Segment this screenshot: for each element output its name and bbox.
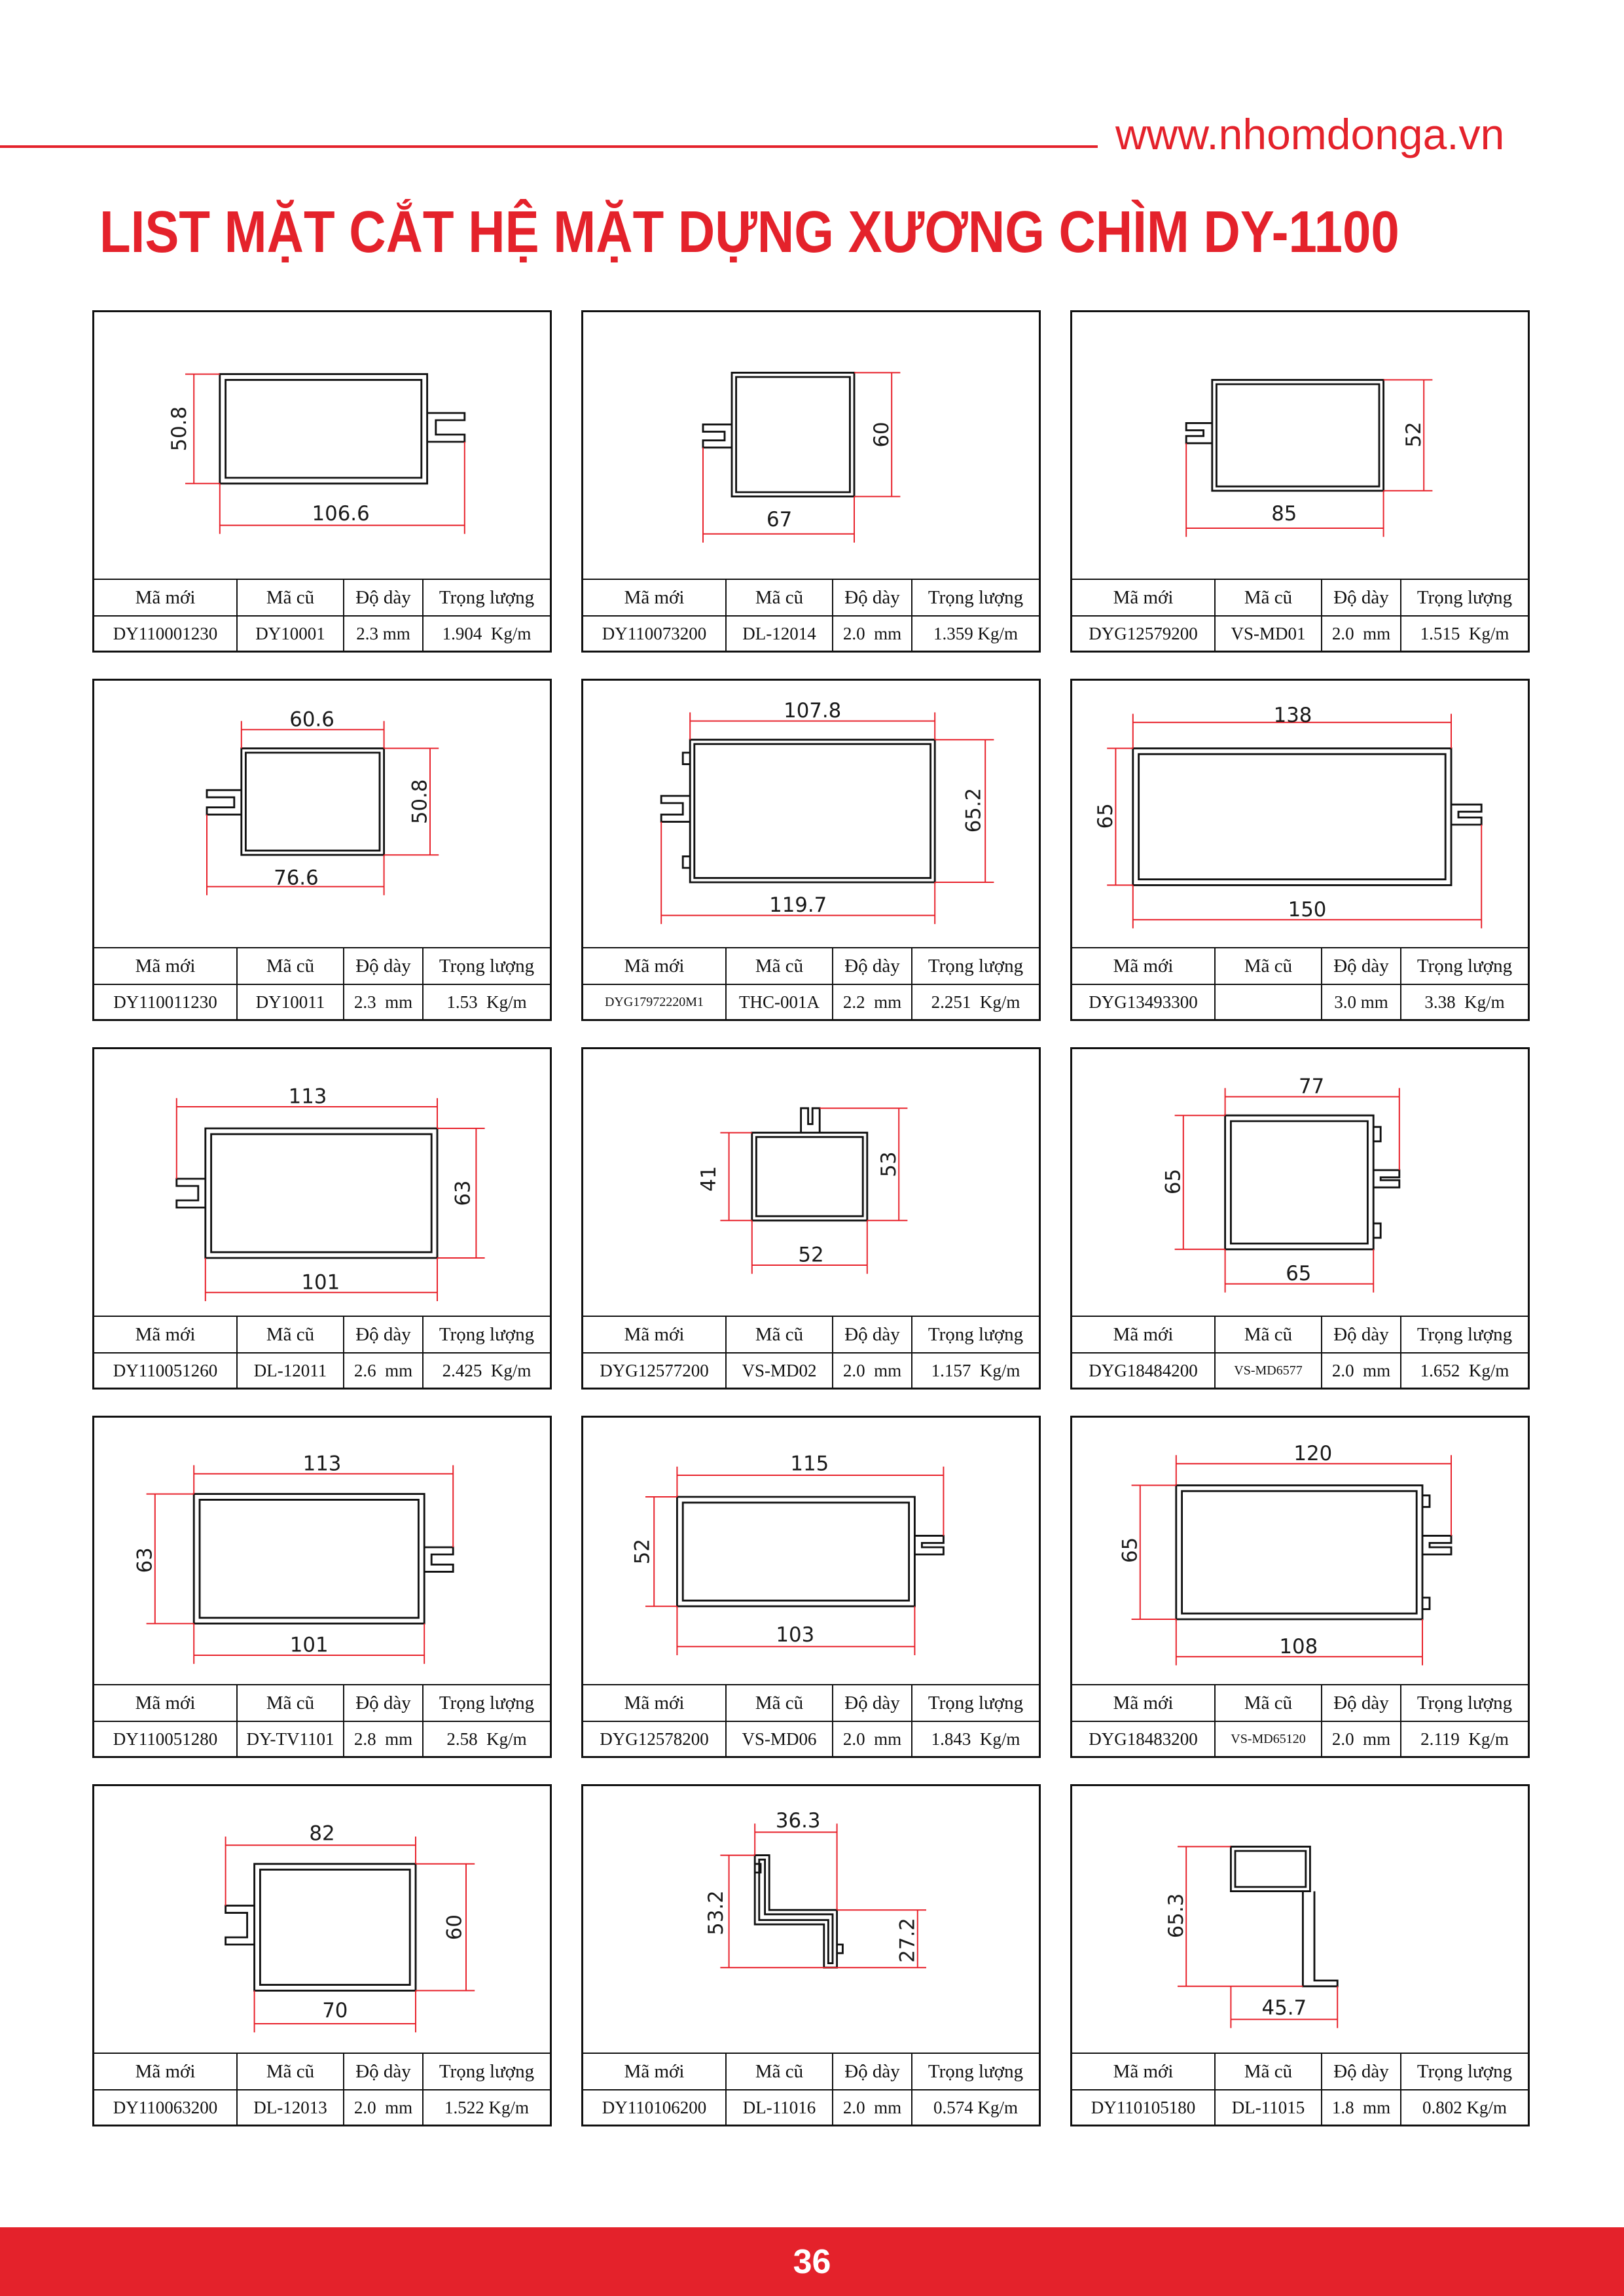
profile-outline	[1133, 748, 1451, 885]
profile-outline	[1422, 1598, 1430, 1609]
thickness-cell: 2.3 mm	[343, 984, 422, 1019]
header-thickness: Độ dày	[343, 1684, 422, 1721]
header-old-code: Mã cũ	[236, 579, 343, 615]
new-code-cell: DYG12579200	[1072, 615, 1214, 651]
old-code-cell: VS-MD01	[1214, 615, 1321, 651]
header-new-code: Mã mới	[1072, 947, 1214, 984]
dimension-label: 103	[776, 1623, 815, 1647]
weight-cell: 2.251 Kg/m	[911, 984, 1039, 1019]
profile-drawing	[94, 681, 550, 947]
old-code-cell: VS-MD6577	[1214, 1352, 1321, 1388]
profile-outline	[177, 1179, 206, 1208]
profile-card	[92, 679, 552, 1021]
profile-outline	[427, 413, 465, 442]
dimension-label: 53	[876, 1151, 901, 1177]
profile-outline	[207, 790, 242, 814]
thickness-cell: 2.0 mm	[832, 2089, 911, 2125]
new-code-cell: DYG13493300	[1072, 984, 1214, 1019]
header-new-code: Mã mới	[1072, 2053, 1214, 2089]
profile-outline	[1303, 1892, 1337, 1986]
dimension-label: 138	[1273, 703, 1312, 727]
header-old-code: Mã cũ	[725, 947, 832, 984]
new-code-cell: DYG18484200	[1072, 1352, 1214, 1388]
profile-outline	[242, 748, 384, 855]
profile-outline	[914, 1535, 943, 1554]
thickness-cell: 2.0 mm	[1321, 1721, 1400, 1756]
header-thickness: Độ dày	[1321, 2053, 1400, 2089]
profile-drawing	[1072, 1786, 1528, 2053]
profile-outline	[677, 1497, 914, 1606]
old-code-cell: DL-11016	[725, 2089, 832, 2125]
dimension-label: 65	[1118, 1537, 1142, 1564]
profile-outline	[1231, 1121, 1367, 1244]
dimension-label: 150	[1288, 897, 1327, 922]
weight-cell: 2.58 Kg/m	[422, 1721, 550, 1756]
dimension-label: 45.7	[1261, 1996, 1307, 2020]
header-thickness: Độ dày	[1321, 579, 1400, 615]
weight-cell: 0.802 Kg/m	[1400, 2089, 1528, 2125]
header-new-code: Mã mới	[1072, 1316, 1214, 1352]
header-old-code: Mã cũ	[725, 579, 832, 615]
dimension-label: 67	[766, 507, 793, 531]
footer-bar	[0, 2227, 1624, 2296]
dimension-label: 108	[1279, 1634, 1318, 1659]
old-code-cell: DL-12013	[236, 2089, 343, 2125]
new-code-cell: DY110001230	[94, 615, 236, 651]
dimension-label: 52	[798, 1243, 824, 1267]
thickness-cell: 2.0 mm	[832, 1721, 911, 1756]
profile-outline	[1235, 1851, 1306, 1887]
profile-card	[1070, 1047, 1530, 1390]
dimension-label: 65	[1286, 1262, 1312, 1286]
header-old-code: Mã cũ	[236, 2053, 343, 2089]
profile-outline	[683, 856, 690, 868]
profile-outline	[245, 753, 380, 851]
dimension-label: 52	[1401, 422, 1426, 448]
new-code-cell: DY110073200	[583, 615, 725, 651]
header-new-code: Mã mới	[94, 1684, 236, 1721]
spec-table	[1072, 947, 1528, 1019]
new-code-cell: DYG18483200	[1072, 1721, 1214, 1756]
header-new-code: Mã mới	[1072, 1684, 1214, 1721]
header-old-code: Mã cũ	[1214, 579, 1321, 615]
dimension-label: 113	[288, 1085, 327, 1109]
spec-table	[583, 579, 1039, 651]
weight-cell: 1.904 Kg/m	[422, 615, 550, 651]
spec-table	[94, 947, 550, 1019]
profile-outline	[736, 377, 850, 492]
profile-outline	[801, 1108, 820, 1132]
new-code-cell: DY110063200	[94, 2089, 236, 2125]
header-thickness: Độ dày	[832, 579, 911, 615]
dimension-label: 50.8	[168, 406, 192, 452]
profile-outline	[1422, 1535, 1451, 1554]
dimension-label: 107.8	[784, 699, 842, 723]
header-new-code: Mã mới	[94, 579, 236, 615]
spec-table	[1072, 579, 1528, 651]
profile-outline	[1216, 384, 1379, 486]
profile-outline	[755, 1856, 837, 1968]
header-weight: Trọng lượng	[422, 1316, 550, 1352]
header-new-code: Mã mới	[94, 2053, 236, 2089]
profile-outline	[1373, 1223, 1380, 1238]
dimension-label: 60	[869, 422, 893, 448]
spec-table	[1072, 2053, 1528, 2125]
old-code-cell: DL-12011	[236, 1352, 343, 1388]
profile-outline	[756, 1137, 863, 1216]
new-code-cell: DY110106200	[583, 2089, 725, 2125]
weight-cell: 0.574 Kg/m	[911, 2089, 1039, 2125]
thickness-cell: 2.0 mm	[832, 615, 911, 651]
header-weight: Trọng lượng	[911, 579, 1039, 615]
profile-outline	[683, 753, 690, 764]
profile-grid	[92, 310, 1530, 2126]
profile-card	[1070, 1416, 1530, 1758]
new-code-cell: DY110011230	[94, 984, 236, 1019]
spec-table	[94, 579, 550, 651]
profile-outline	[695, 744, 931, 878]
weight-cell: 1.522 Kg/m	[422, 2089, 550, 2125]
thickness-cell: 2.3 mm	[343, 615, 422, 651]
weight-cell: 1.843 Kg/m	[911, 1721, 1039, 1756]
header-thickness: Độ dày	[343, 579, 422, 615]
profile-drawing	[583, 1786, 1039, 2053]
profile-drawing	[583, 681, 1039, 947]
header-weight: Trọng lượng	[422, 579, 550, 615]
profile-outline	[1373, 1127, 1380, 1141]
header-new-code: Mã mới	[1072, 579, 1214, 615]
weight-cell: 1.652 Kg/m	[1400, 1352, 1528, 1388]
dimension-label: 60.6	[289, 708, 334, 732]
old-code-cell: DL-11015	[1214, 2089, 1321, 2125]
header-weight: Trọng lượng	[1400, 1316, 1528, 1352]
weight-cell: 1.359 Kg/m	[911, 615, 1039, 651]
header-old-code: Mã cũ	[236, 1684, 343, 1721]
profile-outline	[759, 1859, 833, 1963]
spec-table	[583, 2053, 1039, 2125]
header-thickness: Độ dày	[832, 1684, 911, 1721]
profile-outline	[226, 380, 422, 478]
profile-outline	[1373, 1170, 1399, 1187]
weight-cell: 1.515 Kg/m	[1400, 615, 1528, 651]
profile-outline	[226, 1906, 255, 1945]
header-new-code: Mã mới	[583, 579, 725, 615]
thickness-cell: 2.8 mm	[343, 1721, 422, 1756]
dimension-label: 41	[696, 1166, 721, 1192]
profile-card	[581, 1416, 1041, 1758]
dimension-label: 85	[1271, 502, 1297, 526]
spec-table	[94, 1684, 550, 1756]
header-weight: Trọng lượng	[1400, 579, 1528, 615]
profile-drawing	[1072, 1418, 1528, 1684]
header-thickness: Độ dày	[343, 2053, 422, 2089]
header-old-code: Mã cũ	[725, 2053, 832, 2089]
dimension-label: 101	[301, 1270, 340, 1295]
profile-card	[92, 1416, 552, 1758]
thickness-cell: 1.8 mm	[1321, 2089, 1400, 2125]
header-old-code: Mã cũ	[1214, 1684, 1321, 1721]
profile-outline	[220, 374, 427, 484]
profile-outline	[683, 1503, 909, 1601]
spec-table	[583, 1316, 1039, 1388]
header-old-code: Mã cũ	[1214, 947, 1321, 984]
thickness-cell: 2.6 mm	[343, 1352, 422, 1388]
profile-outline	[1186, 423, 1212, 443]
header-old-code: Mã cũ	[236, 1316, 343, 1352]
dimension-label: 82	[309, 1821, 335, 1846]
dimension-label: 113	[302, 1452, 342, 1476]
profile-drawing	[94, 1786, 550, 2053]
dimension-label: 106.6	[312, 502, 370, 526]
old-code-cell: VS-MD02	[725, 1352, 832, 1388]
old-code-cell: THC-001A	[725, 984, 832, 1019]
profile-drawing	[583, 1049, 1039, 1316]
header-thickness: Độ dày	[832, 2053, 911, 2089]
header-new-code: Mã mới	[94, 947, 236, 984]
profile-outline	[752, 1133, 867, 1221]
header-old-code: Mã cũ	[1214, 1316, 1321, 1352]
dimension-label: 65	[1094, 803, 1117, 829]
old-code-cell: DY10001	[236, 615, 343, 651]
page-number: 36	[793, 2242, 831, 2281]
spec-table	[583, 947, 1039, 1019]
new-code-cell: DYG12578200	[583, 1721, 725, 1756]
header-new-code: Mã mới	[583, 1316, 725, 1352]
header-weight: Trọng lượng	[422, 947, 550, 984]
profile-outline	[1231, 1846, 1310, 1891]
new-code-cell: DYG17972220M1	[583, 984, 725, 1019]
profile-card	[1070, 679, 1530, 1021]
header-weight: Trọng lượng	[1400, 2053, 1528, 2089]
weight-cell: 1.53 Kg/m	[422, 984, 550, 1019]
dimension-label: 27.2	[895, 1918, 920, 1963]
thickness-cell: 3.0 mm	[1321, 984, 1400, 1019]
header-old-code: Mã cũ	[1214, 2053, 1321, 2089]
thickness-cell: 2.0 mm	[1321, 1352, 1400, 1388]
header-weight: Trọng lượng	[1400, 1684, 1528, 1721]
weight-cell: 3.38 Kg/m	[1400, 984, 1528, 1019]
profile-drawing	[94, 1049, 550, 1316]
profile-outline	[1422, 1496, 1430, 1507]
dimension-label: 53.2	[704, 1890, 728, 1935]
thickness-cell: 2.0 mm	[832, 1352, 911, 1388]
profile-card	[581, 310, 1041, 653]
profile-drawing	[583, 1418, 1039, 1684]
profile-outline	[194, 1494, 424, 1624]
header-weight: Trọng lượng	[911, 2053, 1039, 2089]
spec-table	[94, 1316, 550, 1388]
profile-drawing	[1072, 681, 1528, 947]
old-code-cell: VS-MD06	[725, 1721, 832, 1756]
header-weight: Trọng lượng	[1400, 947, 1528, 984]
profile-drawing	[1072, 312, 1528, 579]
profile-outline	[703, 425, 732, 448]
header-thickness: Độ dày	[343, 1316, 422, 1352]
header-weight: Trọng lượng	[422, 1684, 550, 1721]
profile-outline	[1212, 380, 1384, 490]
dimension-label: 36.3	[775, 1808, 821, 1833]
spec-table	[583, 1684, 1039, 1756]
weight-cell: 2.119 Kg/m	[1400, 1721, 1528, 1756]
profile-card	[581, 1047, 1041, 1390]
dimension-label: 63	[133, 1547, 157, 1573]
header-thickness: Độ dày	[832, 947, 911, 984]
dimension-label: 115	[790, 1452, 829, 1476]
new-code-cell: DY110105180	[1072, 2089, 1214, 2125]
thickness-cell: 2.2 mm	[832, 984, 911, 1019]
old-code-cell: VS-MD65120	[1214, 1721, 1321, 1756]
profile-outline	[211, 1134, 432, 1252]
dimension-label: 119.7	[769, 893, 827, 918]
profile-drawing	[94, 312, 550, 579]
dimension-label: 76.6	[274, 866, 319, 890]
spec-table	[1072, 1316, 1528, 1388]
thickness-cell: 2.0 mm	[1321, 615, 1400, 651]
old-code-cell: DL-12014	[725, 615, 832, 651]
profile-drawing	[94, 1418, 550, 1684]
header-thickness: Độ dày	[1321, 1316, 1400, 1352]
profile-outline	[1139, 754, 1446, 879]
dimension-label: 77	[1298, 1075, 1325, 1099]
dimension-label: 65.3	[1164, 1893, 1188, 1939]
header-thickness: Độ dày	[343, 947, 422, 984]
thickness-cell: 2.0 mm	[343, 2089, 422, 2125]
profile-drawing	[583, 312, 1039, 579]
profile-outline	[260, 1870, 410, 1985]
header-weight: Trọng lượng	[422, 2053, 550, 2089]
spec-table	[94, 2053, 550, 2125]
website-url: www.nhomdonga.vn	[1115, 110, 1505, 158]
dimension-label: 52	[630, 1538, 655, 1565]
header-new-code: Mã mới	[94, 1316, 236, 1352]
page-title: LIST MẶT CẮT HỆ MẶT DỰNG XƯƠNG CHÌM DY-1100	[99, 198, 1399, 265]
dimension-label: 63	[451, 1180, 475, 1206]
profile-outline	[255, 1864, 416, 1991]
old-code-cell: DY10011	[236, 984, 343, 1019]
spec-table	[1072, 1684, 1528, 1756]
header-rule	[0, 145, 1098, 148]
header-weight: Trọng lượng	[911, 1684, 1039, 1721]
profile-outline	[732, 372, 854, 496]
new-code-cell: DY110051280	[94, 1721, 236, 1756]
profile-card	[581, 679, 1041, 1021]
weight-cell: 2.425 Kg/m	[422, 1352, 550, 1388]
profile-outline	[690, 740, 935, 882]
profile-card	[92, 1784, 552, 2126]
profile-card	[92, 310, 552, 653]
new-code-cell: DY110051260	[94, 1352, 236, 1388]
profile-outline	[200, 1499, 418, 1617]
new-code-cell: DYG12577200	[583, 1352, 725, 1388]
profile-card	[1070, 310, 1530, 653]
profile-outline	[1225, 1115, 1374, 1249]
header-thickness: Độ dày	[1321, 1684, 1400, 1721]
profile-card	[92, 1047, 552, 1390]
header-weight: Trọng lượng	[911, 947, 1039, 984]
dimension-label: 120	[1293, 1442, 1333, 1465]
profile-card	[1070, 1784, 1530, 2126]
profile-drawing	[1072, 1049, 1528, 1316]
header-new-code: Mã mới	[583, 1684, 725, 1721]
header-old-code: Mã cũ	[236, 947, 343, 984]
old-code-cell	[1214, 984, 1321, 1019]
old-code-cell: DY-TV1101	[236, 1721, 343, 1756]
dimension-label: 65	[1161, 1168, 1185, 1195]
dimension-label: 50.8	[408, 779, 432, 825]
header-thickness: Độ dày	[832, 1316, 911, 1352]
header-old-code: Mã cũ	[725, 1684, 832, 1721]
header-new-code: Mã mới	[583, 947, 725, 984]
profile-outline	[1182, 1491, 1417, 1613]
header-thickness: Độ dày	[1321, 947, 1400, 984]
dimension-label: 60	[442, 1914, 467, 1941]
header-old-code: Mã cũ	[725, 1316, 832, 1352]
profile-outline	[661, 796, 690, 822]
header-new-code: Mã mới	[583, 2053, 725, 2089]
weight-cell: 1.157 Kg/m	[911, 1352, 1039, 1388]
profile-outline	[1451, 804, 1481, 825]
profile-outline	[424, 1547, 453, 1571]
dimension-label: 65.2	[962, 787, 986, 833]
dimension-label: 101	[289, 1633, 329, 1657]
header-weight: Trọng lượng	[911, 1316, 1039, 1352]
dimension-label: 70	[322, 1999, 348, 2023]
profile-outline	[1176, 1485, 1422, 1619]
profile-card	[581, 1784, 1041, 2126]
profile-outline	[206, 1128, 437, 1258]
